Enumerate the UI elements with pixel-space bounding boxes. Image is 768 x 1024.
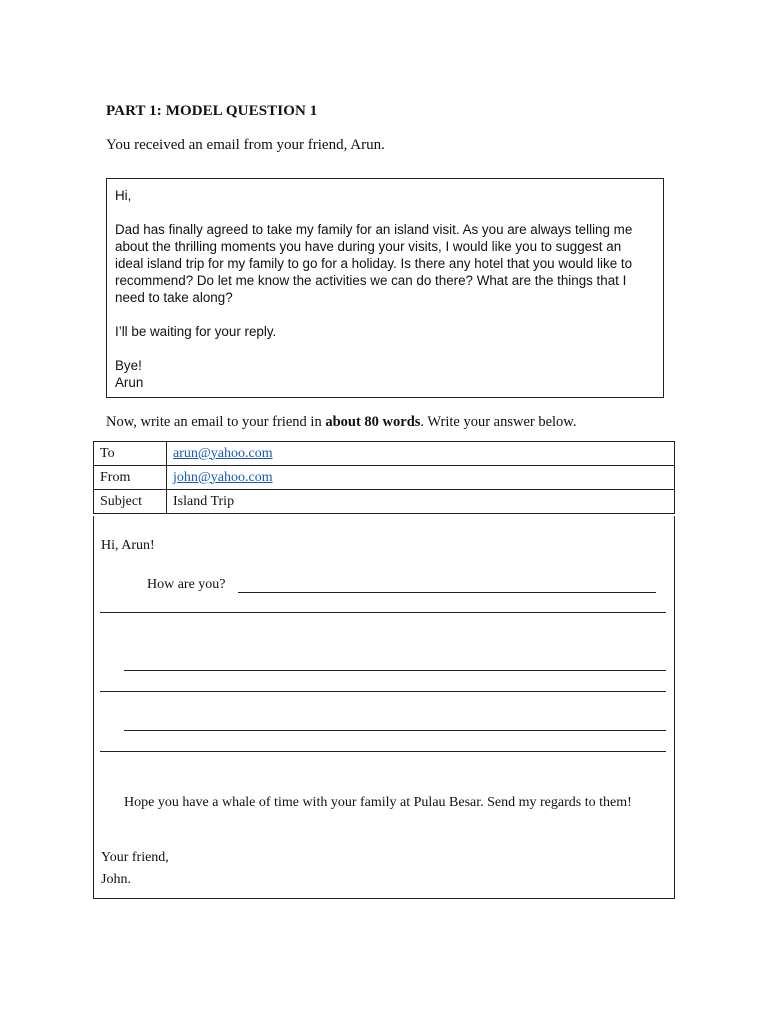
subject-row bbox=[94, 490, 675, 514]
answer-name: John. bbox=[101, 872, 131, 887]
subject-value: Island Trip bbox=[167, 490, 675, 514]
instruction-after: . Write your answer below. bbox=[420, 414, 577, 430]
writing-line[interactable] bbox=[100, 612, 666, 613]
writing-line[interactable] bbox=[238, 592, 656, 593]
from-email-link[interactable]: john@yahoo.com bbox=[173, 469, 273, 485]
instruction-before: Now, write an email to your friend in bbox=[106, 414, 326, 430]
from-value-cell bbox=[167, 466, 675, 490]
intro-text: You received an email from your friend, Arun. bbox=[106, 137, 385, 153]
email-body bbox=[115, 221, 655, 306]
email-signoff: Bye! bbox=[115, 358, 142, 373]
writing-line[interactable] bbox=[124, 730, 666, 731]
writing-line[interactable] bbox=[124, 670, 666, 671]
instruction-text bbox=[106, 414, 576, 431]
received-email-box bbox=[106, 178, 664, 398]
subject-label: Subject bbox=[94, 490, 167, 514]
email-body-line: Dad has finally agreed to take my family for an island visit. As you are always telling me bbox=[115, 222, 633, 237]
writing-line[interactable] bbox=[100, 691, 666, 692]
email-body-line: recommend? Do let me know the activities we can do there? What are the things that I bbox=[115, 273, 627, 288]
answer-body-box bbox=[93, 516, 675, 899]
to-value-cell bbox=[167, 442, 675, 466]
email-body-line: about the thrilling moments you have during your visits, I would like you to suggest an bbox=[115, 239, 622, 254]
answer-greeting: Hi, Arun! bbox=[101, 538, 155, 553]
email-sender: Arun bbox=[115, 375, 144, 390]
writing-line[interactable] bbox=[100, 751, 666, 752]
email-header-table bbox=[93, 441, 675, 514]
answer-closing-paragraph bbox=[101, 794, 668, 812]
from-label: From bbox=[94, 466, 167, 490]
to-email-link[interactable]: arun@yahoo.com bbox=[173, 445, 273, 461]
from-row bbox=[94, 466, 675, 490]
answer-signoff: Your friend, bbox=[101, 850, 169, 865]
closing-text: Hope you have a whale of time with your family at Pulau Besar. Send my regards to them! bbox=[124, 795, 632, 810]
to-label: To bbox=[94, 442, 167, 466]
email-greeting: Hi, bbox=[115, 188, 132, 203]
page-heading: PART 1: MODEL QUESTION 1 bbox=[106, 103, 318, 119]
email-body-line: ideal island trip for my family to go for a holiday. Is there any hotel that you would like to bbox=[115, 256, 633, 271]
to-row bbox=[94, 442, 675, 466]
email-waiting-line: I’ll be waiting for your reply. bbox=[115, 324, 277, 339]
email-body-line: need to take along? bbox=[115, 290, 233, 305]
answer-opening: How are you? bbox=[147, 577, 226, 592]
instruction-word-count: about 80 words bbox=[325, 414, 421, 430]
